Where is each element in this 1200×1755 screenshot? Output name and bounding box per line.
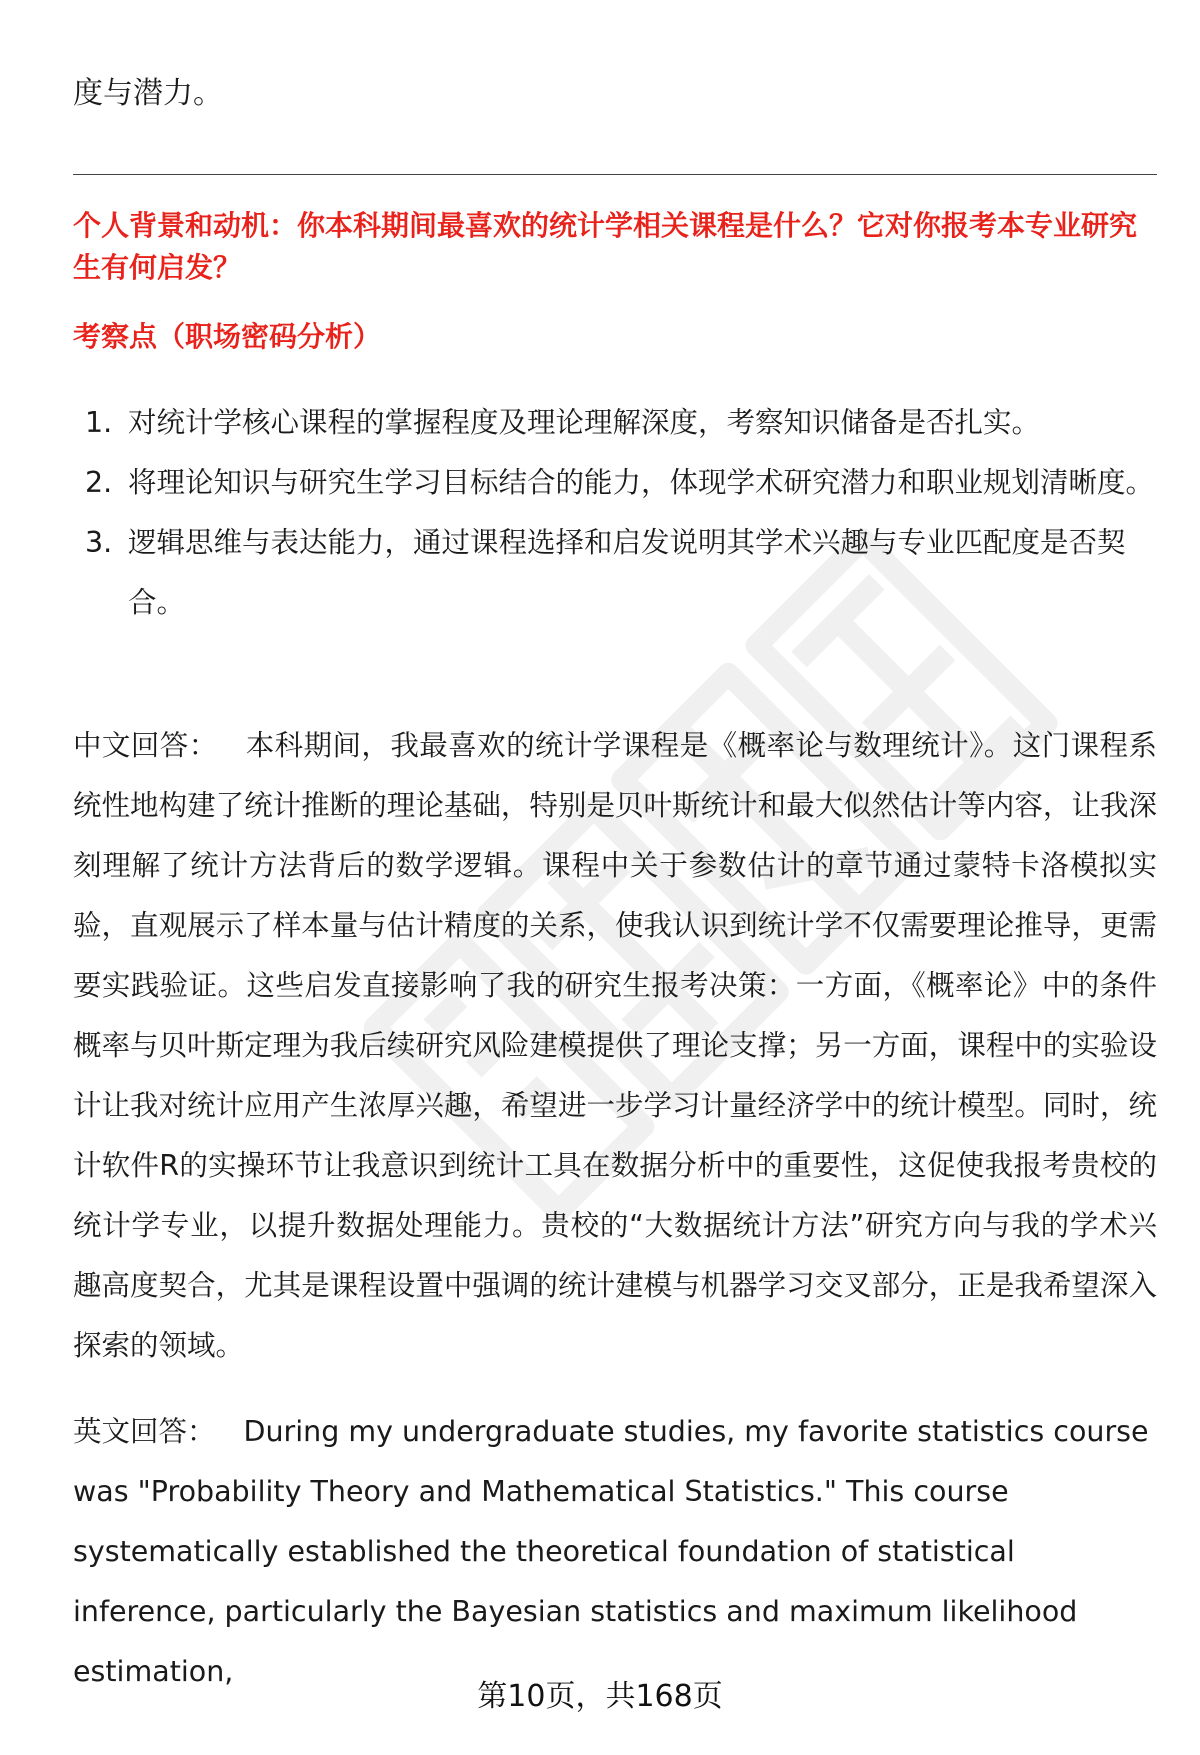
analysis-point	[73, 453, 1157, 513]
point-text: 将理论知识与研究生学习目标结合的能力，体现学术研究潜力和职业规划清晰度。	[128, 466, 1155, 499]
point-number: 1.	[85, 406, 113, 439]
chinese-answer	[73, 716, 1157, 1376]
analysis-point	[73, 513, 1157, 633]
point-number: 2.	[85, 466, 113, 499]
english-answer	[73, 1402, 1157, 1702]
english-answer-text: During my undergraduate studies, my favorite statistics course was "Probability Theory and Mathematical Statistics." This course systematically established the theoretical foundation of statistical inference, particularly the Bayesian statistics and maximum likelihood estimation,	[73, 1415, 1149, 1688]
page-number-footer: 第10页，共168页	[477, 1679, 723, 1714]
chinese-answer-text: 本科期间，我最喜欢的统计学课程是《概率论与数理统计》。这门课程系统性地构建了统计推断的理论基础，特别是贝叶斯统计和最大似然估计等内容，让我深刻理解了统计方法背后的数学逻辑。课程中关于参数估计的章节通过蒙特卡洛模拟实验，直观展示了样本量与估计精度的关系，使我认识到统计学不仅需要理论推导，更需要实践验证。这些启发直接影响了我的研究生报考决策：一方面，《概率论》中的条件概率与贝叶斯定理为我后续研究风险建模提供了理论支撑；另一方面，课程中的实验设计让我对统计应用产生浓厚兴趣，希望进一步学习计量经济学中的统计模型。同时，统计软件R的实操环节让我意识到统计工具在数据分析中的重要性，这促使我报考贵校的统计学专业，以提升数据处理能力。贵校的“大数据统计方法”研究方向与我的学术兴趣高度契合，尤其是课程设置中强调的统计建模与机器学习交叉部分，正是我希望深入探索的领域。	[73, 729, 1157, 1362]
point-number: 3.	[85, 526, 113, 559]
section-divider	[73, 174, 1157, 175]
english-answer-label: 英文回答：	[73, 1415, 216, 1448]
continuation-text: 度与潜力。	[73, 76, 223, 111]
analysis-point	[73, 393, 1157, 453]
analysis-points-list	[73, 393, 1157, 633]
chinese-answer-label: 中文回答：	[73, 729, 218, 762]
point-text: 对统计学核心课程的掌握程度及理论理解深度，考察知识储备是否扎实。	[128, 406, 1041, 439]
question-heading: 个人背景和动机：你本科期间最喜欢的统计学相关课程是什么？它对你报考本专业研究生有何启发？	[73, 209, 1138, 284]
point-text: 逻辑思维与表达能力，通过课程选择和启发说明其学术兴趣与专业匹配度是否契合。	[128, 526, 1126, 619]
analysis-title: 考察点（职场密码分析）	[73, 320, 382, 353]
